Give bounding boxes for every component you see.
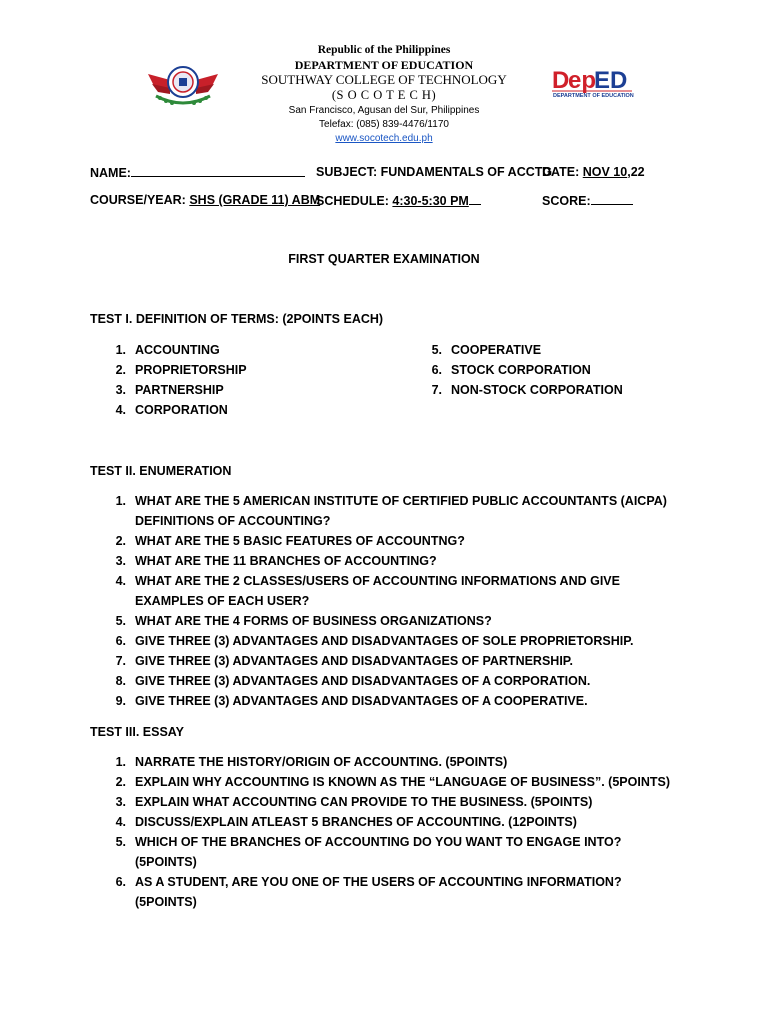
test2-num: 8. xyxy=(115,674,126,688)
test2-question: WHAT ARE THE 4 FORMS OF BUSINESS ORGANIZATIONS? xyxy=(135,614,492,628)
school-address: San Francisco, Agusan del Sur, Philippines xyxy=(288,105,480,116)
test1-term: PROPRIETORSHIP xyxy=(135,363,247,377)
svg-text:DEPARTMENT OF EDUCATION: DEPARTMENT OF EDUCATION xyxy=(553,93,634,99)
test2-num: 2. xyxy=(115,534,126,548)
test1-num: 1. xyxy=(115,343,126,357)
test3-num: 3. xyxy=(115,795,126,809)
schedule-field xyxy=(316,193,481,208)
test3-num: 4. xyxy=(115,815,126,829)
test1-num: 7. xyxy=(431,383,442,397)
test3-num: 6. xyxy=(115,875,126,889)
test2-question: GIVE THREE (3) ADVANTAGES AND DISADVANTAGES OF A CORPORATION. xyxy=(135,674,591,688)
test2-num: 9. xyxy=(115,694,126,708)
test1-term: COOPERATIVE xyxy=(451,343,542,357)
test2-num: 5. xyxy=(115,614,126,628)
test3-num: 1. xyxy=(115,755,126,769)
schedule-label: SCHEDULE: xyxy=(316,194,393,208)
name-label: NAME: xyxy=(90,166,131,180)
svg-text:ED: ED xyxy=(594,67,628,94)
svg-text:ep: ep xyxy=(568,67,597,94)
test3-question-cont: (5POINTS) xyxy=(135,855,197,869)
course-value: SHS (GRADE 11) ABM xyxy=(189,193,321,207)
test3-question: AS A STUDENT, ARE YOU ONE OF THE USERS OF ACCOUNTING INFORMATION? xyxy=(135,875,622,889)
score-label: SCORE: xyxy=(542,194,591,208)
test2-num: 7. xyxy=(115,654,126,668)
test1-term: ACCOUNTING xyxy=(135,343,220,357)
test2-question: GIVE THREE (3) ADVANTAGES AND DISADVANTAGES OF A COOPERATIVE. xyxy=(135,694,588,708)
date-value: NOV 10 xyxy=(582,165,628,179)
test1-num: 3. xyxy=(115,383,126,397)
name-field[interactable] xyxy=(90,165,305,180)
score-blank[interactable] xyxy=(591,193,633,205)
test2-question-cont: EXAMPLES OF EACH USER? xyxy=(135,594,310,608)
test2-num: 6. xyxy=(115,634,126,648)
school-acronym: (S O C O T E C H) xyxy=(331,88,437,102)
exam-title: FIRST QUARTER EXAMINATION xyxy=(288,252,480,266)
score-field[interactable] xyxy=(542,193,633,208)
school-website-row xyxy=(0,133,768,144)
course-field xyxy=(90,193,320,207)
test2-num: 3. xyxy=(115,554,126,568)
test1-title: TEST I. DEFINITION OF TERMS: (2POINTS EACH) xyxy=(90,312,384,326)
schedule-blank xyxy=(469,193,481,205)
school-website-link[interactable]: www.socotech.edu.ph xyxy=(335,133,433,144)
test3-num: 5. xyxy=(115,835,126,849)
test2-question: WHAT ARE THE 5 BASIC FEATURES OF ACCOUNTNG? xyxy=(135,534,465,548)
test1-num: 2. xyxy=(115,363,126,377)
test2-question: WHAT ARE THE 5 AMERICAN INSTITUTE OF CERTIFIED PUBLIC ACCOUNTANTS (AICPA) xyxy=(135,494,667,508)
test2-question-cont: DEFINITIONS OF ACCOUNTING? xyxy=(135,514,331,528)
date-suffix: ,22 xyxy=(627,165,645,179)
test2-num: 4. xyxy=(115,574,126,588)
test3-question-cont: (5POINTS) xyxy=(135,895,197,909)
test1-num: 6. xyxy=(431,363,442,377)
name-blank[interactable] xyxy=(131,165,305,177)
test2-question: GIVE THREE (3) ADVANTAGES AND DISADVANTAGES OF PARTNERSHIP. xyxy=(135,654,574,668)
test2-title: TEST II. ENUMERATION xyxy=(90,464,232,478)
date-label: DATE: xyxy=(542,165,583,179)
schedule-value: 4:30-5:30 PM xyxy=(392,194,469,208)
test1-term: NON-STOCK CORPORATION xyxy=(451,383,623,397)
course-label: COURSE/YEAR: xyxy=(90,193,190,207)
svg-text:D: D xyxy=(552,67,570,94)
test3-question: NARRATE THE HISTORY/ORIGIN OF ACCOUNTING. (5POINTS) xyxy=(135,755,508,769)
test3-question: EXPLAIN WHAT ACCOUNTING CAN PROVIDE TO THE BUSINESS. (5POINTS) xyxy=(135,795,593,809)
test1-term: PARTNERSHIP xyxy=(135,383,224,397)
test3-question: DISCUSS/EXPLAIN ATLEAST 5 BRANCHES OF ACCOUNTING. (12POINTS) xyxy=(135,815,577,829)
test3-title: TEST III. ESSAY xyxy=(90,725,185,739)
test2-num: 1. xyxy=(115,494,126,508)
test1-term: STOCK CORPORATION xyxy=(451,363,591,377)
test1-num: 4. xyxy=(115,403,126,417)
test3-num: 2. xyxy=(115,775,126,789)
test2-question: WHAT ARE THE 11 BRANCHES OF ACCOUNTING? xyxy=(135,554,437,568)
school-name: SOUTHWAY COLLEGE OF TECHNOLOGY xyxy=(261,72,507,87)
test2-question: WHAT ARE THE 2 CLASSES/USERS OF ACCOUNTING INFORMATIONS AND GIVE xyxy=(135,574,620,588)
subject-text: SUBJECT: FUNDAMENTALS OF ACCTG xyxy=(316,165,553,179)
test1-term: CORPORATION xyxy=(135,403,228,417)
republic-line: Republic of the Philippines xyxy=(317,44,451,56)
test3-question: EXPLAIN WHY ACCOUNTING IS KNOWN AS THE “LANGUAGE OF BUSINESS”. (5POINTS) xyxy=(135,775,670,789)
test1-num: 5. xyxy=(431,343,442,357)
department-line: DEPARTMENT OF EDUCATION xyxy=(294,58,474,72)
test3-question: WHICH OF THE BRANCHES OF ACCOUNTING DO YOU WANT TO ENGAGE INTO? xyxy=(135,835,622,849)
date-field xyxy=(542,165,645,179)
test2-question: GIVE THREE (3) ADVANTAGES AND DISADVANTAGES OF SOLE PROPRIETORSHIP. xyxy=(135,634,634,648)
school-telefax: Telefax: (085) 839-4476/1170 xyxy=(319,119,449,130)
